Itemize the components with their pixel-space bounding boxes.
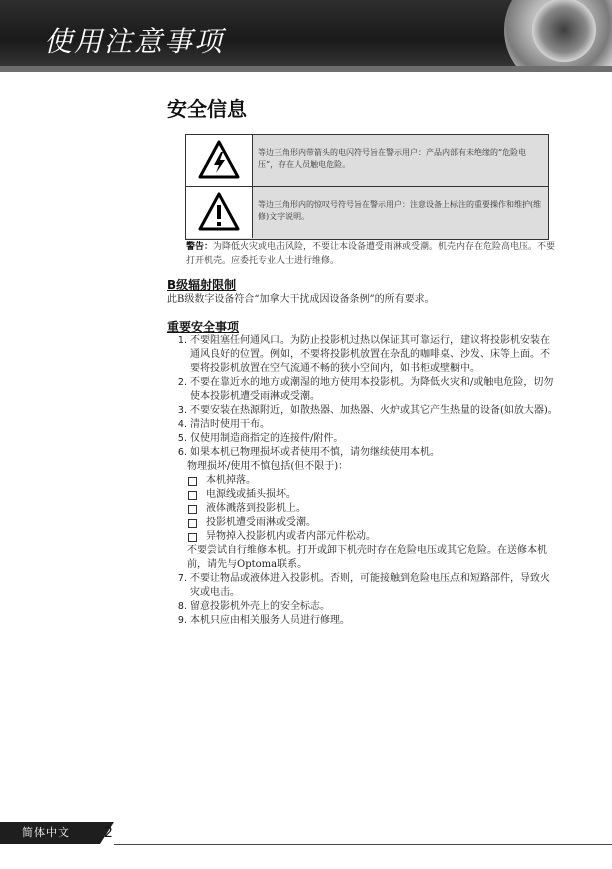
list-item <box>167 600 559 614</box>
bullet-text: 液体溅落到投影机上。 <box>206 503 306 514</box>
checkbox-bullet-icon <box>188 519 197 528</box>
item-number: 6. <box>177 447 187 458</box>
warning-row <box>186 135 548 187</box>
warning-row <box>186 187 548 238</box>
item-number: 9. <box>177 615 187 626</box>
section-title: 安全信息 <box>167 97 247 121</box>
list-item <box>167 418 559 432</box>
checkbox-bullet-icon <box>188 505 197 514</box>
page-footer <box>0 822 612 846</box>
item-number: 2. <box>177 377 187 388</box>
important-safety-title: 重要安全事项 <box>167 320 240 334</box>
safety-list <box>167 334 559 628</box>
item-text: 不要在靠近水的地方或潮湿的地方使用本投影机。为降低火灾和/或触电危险，切勿使本投影机遭受雨淋或受潮。 <box>190 377 554 402</box>
warning-text: 等边三角形内的惊叹号符号旨在警示用户：注意设备上标注的重要操作和维护(维修)文字说明。 <box>258 200 542 221</box>
warning-note <box>186 240 556 268</box>
exclamation-triangle-icon <box>198 192 240 232</box>
list-item <box>167 572 559 600</box>
item-text: 不要让物品或液体进入投影机。否则，可能接触到危险电压点和短路部件，导致火灾或电击。 <box>190 573 550 598</box>
checkbox-bullet-icon <box>188 491 197 500</box>
item-text: 留意投影机外壳上的安全标志。 <box>190 601 330 612</box>
class-b-text: 此B级数字设备符合“加拿大干扰成因设备条例”的所有要求。 <box>167 294 435 305</box>
page-number: 2 <box>104 825 113 841</box>
item-number: 7. <box>177 573 187 584</box>
list-item <box>167 432 559 446</box>
warning-icon-cell <box>186 135 253 186</box>
item-text: 不要安装在热源附近，如散热器、加热器、火炉或其它产生热量的设备(如放大器)。 <box>190 405 558 416</box>
language-tab: 简体中文 <box>0 822 100 844</box>
item6-after-text: 不要尝试自行维修本机。打开或卸下机壳时存在危险电压或其它危险。在送修本机前，请先与Optoma联系。 <box>187 545 547 570</box>
item-text: 清洁时使用干布。 <box>190 419 270 430</box>
bullet-item <box>187 502 559 516</box>
checkbox-bullet-icon <box>188 477 197 486</box>
item-text: 本机只应由相关服务人员进行修理。 <box>190 615 350 626</box>
list-item <box>167 334 559 376</box>
item-number: 1. <box>177 335 187 346</box>
footer-rule <box>114 844 612 845</box>
item-number: 8. <box>177 601 187 612</box>
warning-symbols-table <box>185 134 549 240</box>
bullet-text: 电源线或插头损坏。 <box>206 489 296 500</box>
bullet-item <box>187 530 559 544</box>
header-band <box>0 66 612 72</box>
list-item <box>167 376 559 404</box>
bullet-item <box>187 474 559 488</box>
page-title: 使用注意事项 <box>44 25 225 58</box>
lens-inner-graphic <box>532 0 596 62</box>
bullet-text: 异物掉入投影机内或者内部元件松动。 <box>206 531 376 542</box>
bullet-text: 本机掉落。 <box>206 475 256 486</box>
lightning-triangle-icon <box>198 140 240 180</box>
list-item <box>167 614 559 628</box>
warning-note-text: 为降低火灾或电击风险，不要让本设备遭受雨淋或受潮。机壳内存在危险高电压。不要打开机壳。应委托专业人士进行维修。 <box>186 242 556 266</box>
bullet-item <box>187 516 559 530</box>
projector-lens-graphic <box>504 0 612 72</box>
list-item <box>167 404 559 418</box>
bullet-text: 投影机遭受雨淋或受潮。 <box>206 517 316 528</box>
class-b-title: B级辐射限制 <box>167 278 237 292</box>
item-text: 如果本机已物理损坏或者使用不慎，请勿继续使用本机。 <box>190 447 440 458</box>
warning-note-label: 警告： <box>186 242 214 252</box>
item-text: 不要阻塞任何通风口。为防止投影机过热以保证其可靠运行，建议将投影机安装在通风良好的位置。例如，不要将投影机放置在杂乱的咖啡桌、沙发、床等上面。不要将投影机放置在空气流通不畅的狭小空间内，如书柜或壁橱中。 <box>190 335 550 374</box>
item6-subtext: 物理损坏/使用不慎包括(但不限于)： <box>187 461 349 472</box>
warning-text: 等边三角形内带箭头的电闪符号旨在警示用户：产品内部有未绝缘的“危险电压”，存在人员触电危险。 <box>258 148 527 169</box>
item-number: 3. <box>177 405 187 416</box>
item-number: 5. <box>177 433 187 444</box>
bullet-item <box>187 488 559 502</box>
checkbox-bullet-icon <box>188 533 197 542</box>
item-number: 4. <box>177 419 187 430</box>
list-item <box>167 446 559 460</box>
item-text: 仅使用制造商指定的连接件/附件。 <box>190 433 344 444</box>
warning-icon-cell <box>186 187 253 238</box>
page-header <box>0 0 612 72</box>
